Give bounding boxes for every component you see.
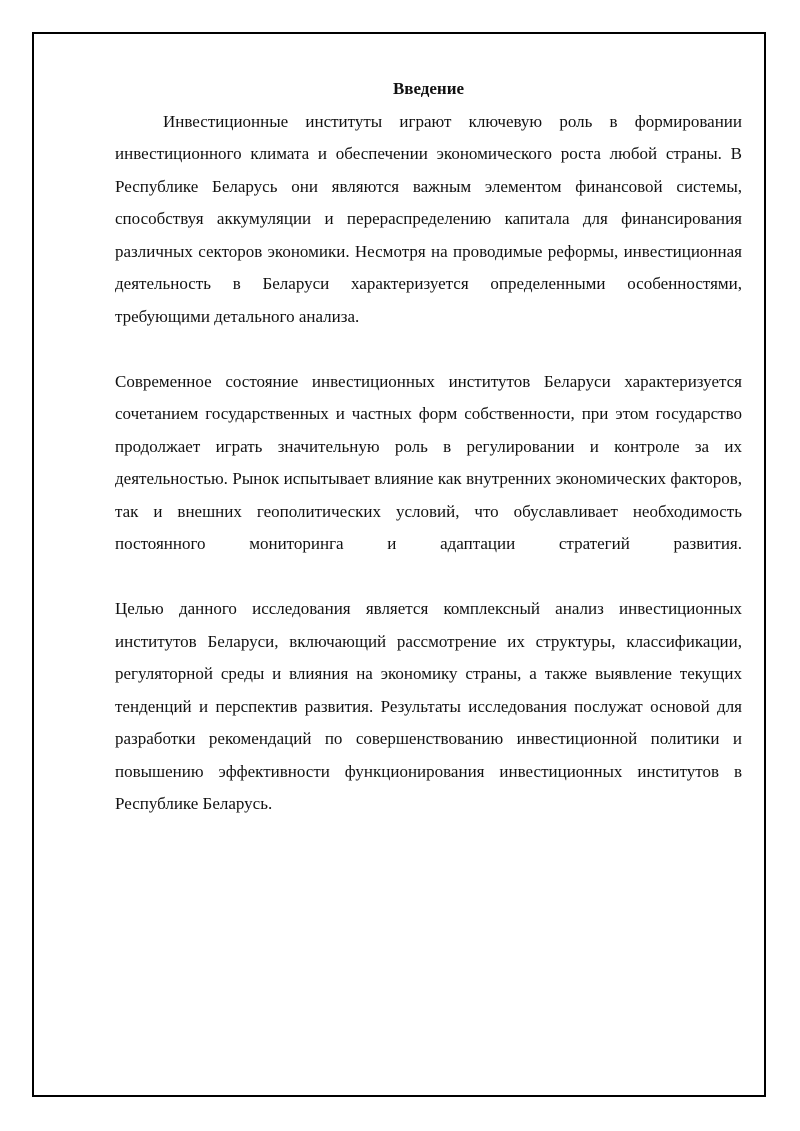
paragraph-intro: Инвестиционные институты играют ключевую роль в формировании инвестиционного климата и обеспечении экономического роста любой страны. В Республике Беларусь они являются важным элементом финансовой системы, способствуя аккумуляции и перераспределению капитала для финансирования различных секторов экономики. Несмотря на проводимые реформы, инвестиционная деятельность в Беларуси характеризуется определенными особенностями, требующими детального анализа.	[115, 111, 742, 326]
paragraph-spacer	[115, 333, 742, 366]
paragraph-spacer	[115, 561, 742, 594]
paragraph-current-state: Современное состояние инвестиционных институтов Беларуси характеризуется сочетанием государственных и частных форм собственности, при этом государство продолжает играть значительную роль в регулировании и контроле за их деятельностью. Рынок испытывает влияние как внутренних экономических факторов, так и внешних геополитических условий, что обуславливает необходимость постоянного мониторинга и адаптации стратегий развития.	[115, 371, 742, 553]
document-title: Введение	[392, 79, 465, 98]
document-body	[115, 73, 742, 821]
paragraph-research-goal: Целью данного исследования является комплексный анализ инвестиционных институтов Беларуси, включающий рассмотрение их структуры, классификации, регуляторной среды и влияния на экономику страны, а также выявление текущих тенденций и перспектив развития. Результаты исследования послужат основой для разработки рекомендаций по совершенствованию инвестиционной политики и повышению эффективности функционирования инвестиционных институтов в Республике Беларусь.	[115, 599, 742, 813]
